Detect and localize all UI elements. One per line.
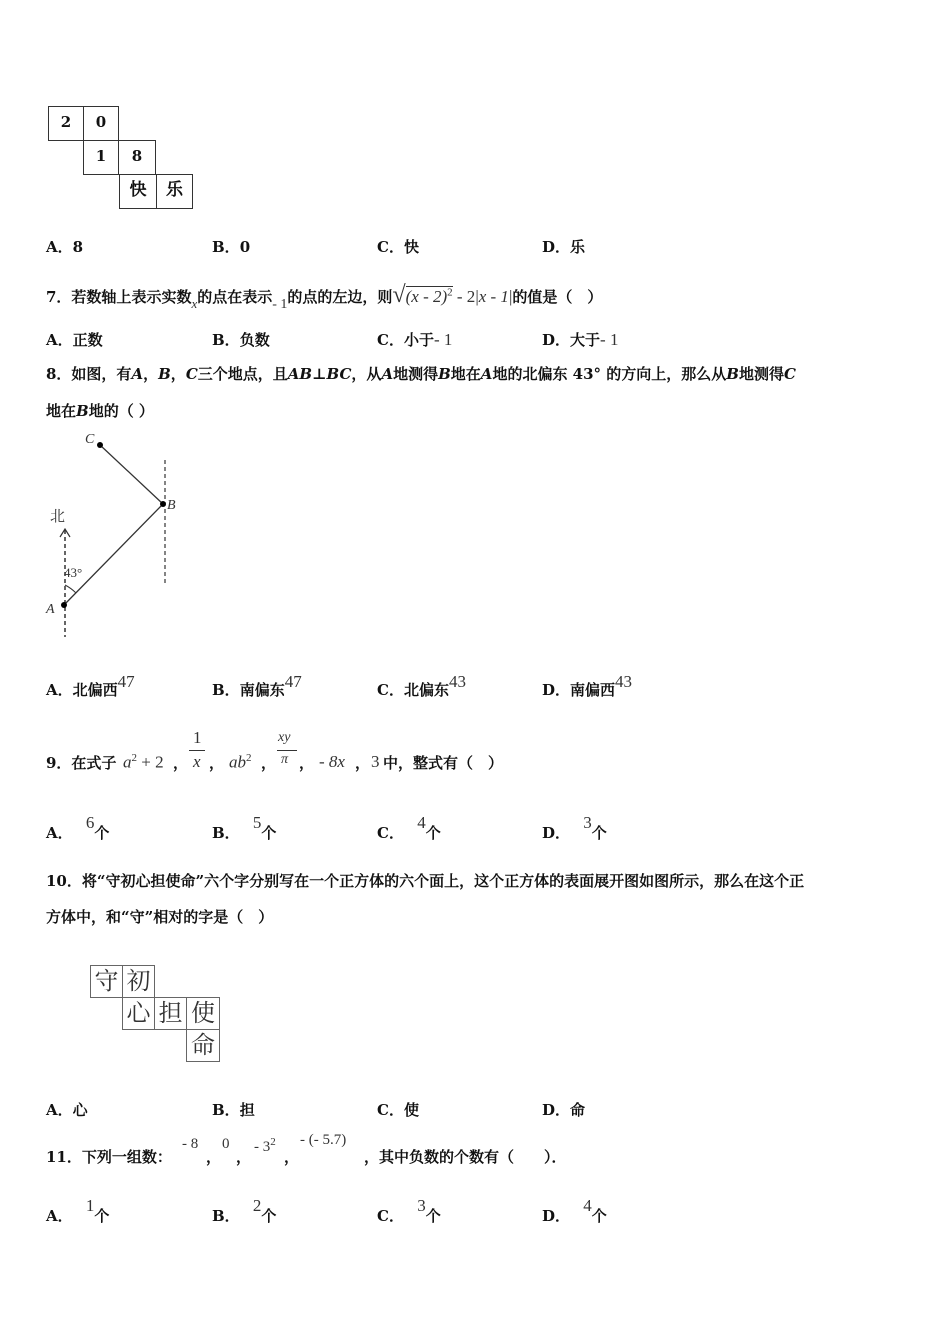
segment-ab bbox=[64, 504, 163, 605]
point-label: C bbox=[185, 365, 198, 383]
point-a bbox=[61, 602, 67, 608]
fraction-bar bbox=[189, 750, 205, 751]
option-text: 0 bbox=[239, 238, 251, 256]
question-10-stem-line1: 10．将“守初心担使命”六个字分别写在一个正方体的六个面上，这个正方体的表面展开图如图所示，那么在这个正 bbox=[46, 872, 805, 890]
grid-cell: 快 bbox=[119, 174, 157, 209]
separator: ， bbox=[143, 365, 159, 383]
option-c[interactable] bbox=[377, 1099, 419, 1120]
point-label: B bbox=[438, 365, 451, 383]
question-text: 地在 bbox=[46, 402, 77, 420]
math-expr-part: (x - 2) bbox=[405, 287, 448, 306]
option-letter: A． bbox=[46, 238, 73, 256]
option-letter: A． bbox=[46, 824, 73, 842]
cube-face: 担 bbox=[154, 997, 187, 1030]
math-value: 1 bbox=[85, 1196, 95, 1215]
option-letter: A． bbox=[46, 1101, 73, 1119]
separator: ， bbox=[236, 1148, 252, 1166]
question-text: 11．下列一组数： bbox=[46, 1148, 172, 1166]
option-b[interactable] bbox=[212, 1099, 255, 1120]
separator: ， bbox=[355, 754, 371, 772]
option-unit: 个 bbox=[425, 1207, 441, 1225]
option-text: 使 bbox=[403, 1101, 419, 1119]
option-d[interactable] bbox=[542, 672, 633, 700]
question-7-stem bbox=[46, 282, 603, 312]
grid-cell: 0 bbox=[83, 106, 119, 141]
separator: ， bbox=[170, 365, 186, 383]
point-b bbox=[160, 501, 166, 507]
math-value: 5 bbox=[252, 813, 262, 832]
option-unit: 个 bbox=[261, 1207, 277, 1225]
c-label: C bbox=[85, 432, 95, 447]
option-letter: C． bbox=[377, 238, 404, 256]
math-expression: √(x - 2)$^2$ - 2|x - 1| bbox=[392, 282, 513, 308]
option-text: 心 bbox=[72, 1101, 88, 1119]
option-letter: B． bbox=[212, 1207, 240, 1225]
math-value: 43 bbox=[615, 672, 633, 691]
math-value: 0 bbox=[222, 1136, 230, 1152]
option-a[interactable] bbox=[46, 672, 135, 700]
option-b[interactable] bbox=[212, 672, 302, 700]
option-unit: 个 bbox=[261, 824, 277, 842]
cube-face: 使 bbox=[186, 997, 220, 1030]
math-value: 47 bbox=[284, 672, 302, 691]
point-label: B bbox=[158, 365, 171, 383]
option-letter: B． bbox=[212, 681, 240, 699]
question-text: ，其中负数的个数有（ ）． bbox=[364, 1148, 567, 1166]
point-label: A bbox=[480, 365, 493, 383]
question-text: 7．若数轴上表示实数 bbox=[46, 288, 192, 306]
perp-symbol: ⊥ bbox=[312, 365, 327, 383]
option-c[interactable] bbox=[377, 236, 419, 257]
option-letter: D． bbox=[542, 1207, 571, 1225]
question-text: 地在 bbox=[450, 365, 481, 383]
point-label: B bbox=[76, 402, 89, 420]
option-d[interactable] bbox=[542, 813, 607, 843]
fraction-bar bbox=[277, 750, 297, 751]
north-label: 北 bbox=[50, 507, 66, 525]
option-letter: C． bbox=[377, 331, 404, 349]
option-c[interactable] bbox=[377, 329, 452, 350]
question-text: 地测得 bbox=[393, 365, 439, 383]
cube-face: 守 bbox=[90, 965, 123, 998]
math-expression bbox=[254, 1136, 276, 1156]
option-unit: 个 bbox=[94, 824, 110, 842]
math-value: 43 bbox=[448, 672, 466, 691]
math-value: 4 bbox=[417, 813, 426, 832]
math-expr-part: ab bbox=[229, 752, 246, 772]
math-exponent: 2 bbox=[246, 752, 252, 764]
option-a[interactable] bbox=[46, 1099, 88, 1120]
math-value: 3 bbox=[417, 1196, 426, 1215]
question-text: 三个地点，且 bbox=[197, 365, 288, 383]
segment-label: BC bbox=[326, 365, 352, 383]
separator: ， bbox=[261, 754, 277, 772]
option-text: 大于 bbox=[570, 331, 601, 349]
option-d[interactable] bbox=[542, 329, 618, 350]
question-10-stem-line2: 方体中，和“守”相对的字是（ ） bbox=[46, 908, 274, 926]
option-letter: B． bbox=[212, 331, 240, 349]
option-text: 8 bbox=[72, 238, 84, 256]
separator: ， bbox=[206, 1148, 222, 1166]
grid-cell: 1 bbox=[83, 140, 119, 175]
question-text: 8．如图，有 bbox=[46, 365, 132, 383]
math-value: - 1 bbox=[272, 297, 288, 312]
math-expression bbox=[123, 752, 164, 773]
point-c bbox=[97, 442, 103, 448]
option-text: 南偏西 bbox=[570, 681, 616, 699]
question-text: 地测得 bbox=[738, 365, 784, 383]
option-b[interactable] bbox=[212, 236, 250, 257]
option-letter: B． bbox=[212, 1101, 240, 1119]
math-expr-part: x - 1 bbox=[478, 287, 509, 306]
segment-label: AB bbox=[287, 365, 313, 383]
math-exponent: 2 bbox=[270, 1136, 276, 1148]
option-text: 乐 bbox=[570, 238, 586, 256]
segment-bc bbox=[100, 445, 163, 504]
option-letter: A． bbox=[46, 681, 73, 699]
angle-arc bbox=[65, 585, 76, 593]
option-c[interactable] bbox=[377, 672, 466, 700]
question-8-stem-line1 bbox=[46, 363, 796, 384]
option-a[interactable] bbox=[46, 329, 103, 350]
cube-face: 初 bbox=[122, 965, 155, 998]
separator: ， bbox=[209, 754, 225, 772]
option-d[interactable] bbox=[542, 236, 585, 257]
option-unit: 个 bbox=[591, 1207, 607, 1225]
option-d[interactable] bbox=[542, 1196, 607, 1226]
question-8-stem-line2 bbox=[46, 400, 154, 421]
angle-label: 43° bbox=[64, 565, 83, 580]
option-a[interactable] bbox=[46, 813, 110, 843]
math-var: x bbox=[191, 296, 198, 311]
math-value: 6 bbox=[85, 813, 95, 832]
option-text: 担 bbox=[239, 1101, 255, 1119]
math-exponent: 2 bbox=[131, 752, 137, 764]
grid-cell: 乐 bbox=[156, 174, 193, 209]
option-letter: B． bbox=[212, 238, 240, 256]
fraction-denominator: π bbox=[281, 752, 289, 767]
b-label: B bbox=[167, 498, 176, 513]
option-text: 快 bbox=[403, 238, 419, 256]
math-expr-part: - 2 bbox=[452, 287, 476, 306]
option-a[interactable] bbox=[46, 1196, 110, 1226]
option-letter: D． bbox=[542, 824, 571, 842]
math-value: 47 bbox=[117, 672, 135, 691]
grid-cell: 8 bbox=[118, 140, 156, 175]
question-11-stem bbox=[46, 1132, 746, 1172]
option-letter: D． bbox=[542, 238, 571, 256]
question-text: ，从 bbox=[351, 365, 382, 383]
math-value: - 1 bbox=[433, 330, 453, 349]
option-d[interactable] bbox=[542, 1099, 585, 1120]
question-text: 的值是（ ） bbox=[512, 288, 603, 306]
option-b[interactable] bbox=[212, 329, 270, 350]
math-expr-part: + 2 bbox=[137, 752, 164, 772]
option-letter: C． bbox=[377, 824, 404, 842]
cube-face: 心 bbox=[122, 997, 155, 1030]
math-expr-part: a bbox=[123, 752, 132, 772]
separator: ， bbox=[299, 754, 315, 772]
option-letter: D． bbox=[542, 1101, 571, 1119]
point-label: B bbox=[726, 365, 739, 383]
option-letter: C． bbox=[377, 681, 404, 699]
option-unit: 个 bbox=[425, 824, 441, 842]
option-letter: C． bbox=[377, 1101, 404, 1119]
option-unit: 个 bbox=[591, 824, 607, 842]
question-text: 地的北偏东 43° 的方向上，那么从 bbox=[492, 365, 727, 383]
option-letter: A． bbox=[46, 1207, 73, 1225]
separator: ， bbox=[284, 1148, 300, 1166]
option-text: 负数 bbox=[239, 331, 270, 349]
math-expr-part: - 3 bbox=[254, 1139, 271, 1155]
math-value: - (- 5.7) bbox=[300, 1132, 347, 1148]
math-value: 3 bbox=[583, 813, 592, 832]
point-label: C bbox=[783, 365, 796, 383]
math-exponent: 2 bbox=[447, 286, 453, 299]
question-9-stem bbox=[46, 752, 116, 773]
math-value: - 8 bbox=[182, 1136, 199, 1152]
cube-face: 命 bbox=[186, 1029, 220, 1062]
option-text: 命 bbox=[570, 1101, 586, 1119]
option-c[interactable] bbox=[377, 813, 441, 843]
option-text: 正数 bbox=[72, 331, 103, 349]
option-letter: D． bbox=[542, 681, 571, 699]
question-text: 地的（ ） bbox=[88, 402, 154, 420]
math-expression bbox=[229, 752, 252, 773]
a-label: A bbox=[46, 602, 55, 617]
bearing-figure bbox=[40, 425, 190, 640]
option-a[interactable] bbox=[46, 236, 83, 257]
option-text: 北偏东 bbox=[403, 681, 449, 699]
separator: ， bbox=[173, 754, 189, 772]
option-text: 北偏西 bbox=[72, 681, 118, 699]
option-unit: 个 bbox=[94, 1207, 110, 1225]
fraction-numerator: xy bbox=[278, 730, 291, 745]
point-label: A bbox=[381, 365, 394, 383]
question-text: 的点的左边，则 bbox=[287, 288, 393, 306]
option-c[interactable] bbox=[377, 1196, 441, 1226]
fraction-numerator: 1 bbox=[193, 728, 202, 747]
math-value: 2 bbox=[252, 1196, 262, 1215]
option-b[interactable] bbox=[212, 813, 277, 843]
question-text: 的点在表示 bbox=[197, 288, 273, 306]
question-text: 中，整式有（ ） bbox=[383, 754, 504, 772]
math-value: 3 bbox=[371, 752, 380, 771]
fraction-denominator: x bbox=[193, 752, 201, 771]
option-letter: D． bbox=[542, 331, 571, 349]
option-letter: A． bbox=[46, 331, 73, 349]
option-text: 南偏东 bbox=[239, 681, 285, 699]
point-label: A bbox=[131, 365, 144, 383]
math-value: - 1 bbox=[600, 330, 619, 349]
math-expression: - 8x bbox=[319, 752, 345, 771]
option-text: 小于 bbox=[403, 331, 434, 349]
grid-cell: 2 bbox=[48, 106, 84, 141]
option-letter: B． bbox=[212, 824, 240, 842]
option-b[interactable] bbox=[212, 1196, 277, 1226]
option-letter: C． bbox=[377, 1207, 404, 1225]
math-value: 4 bbox=[583, 1196, 592, 1215]
question-text: 9．在式子 bbox=[46, 754, 117, 772]
